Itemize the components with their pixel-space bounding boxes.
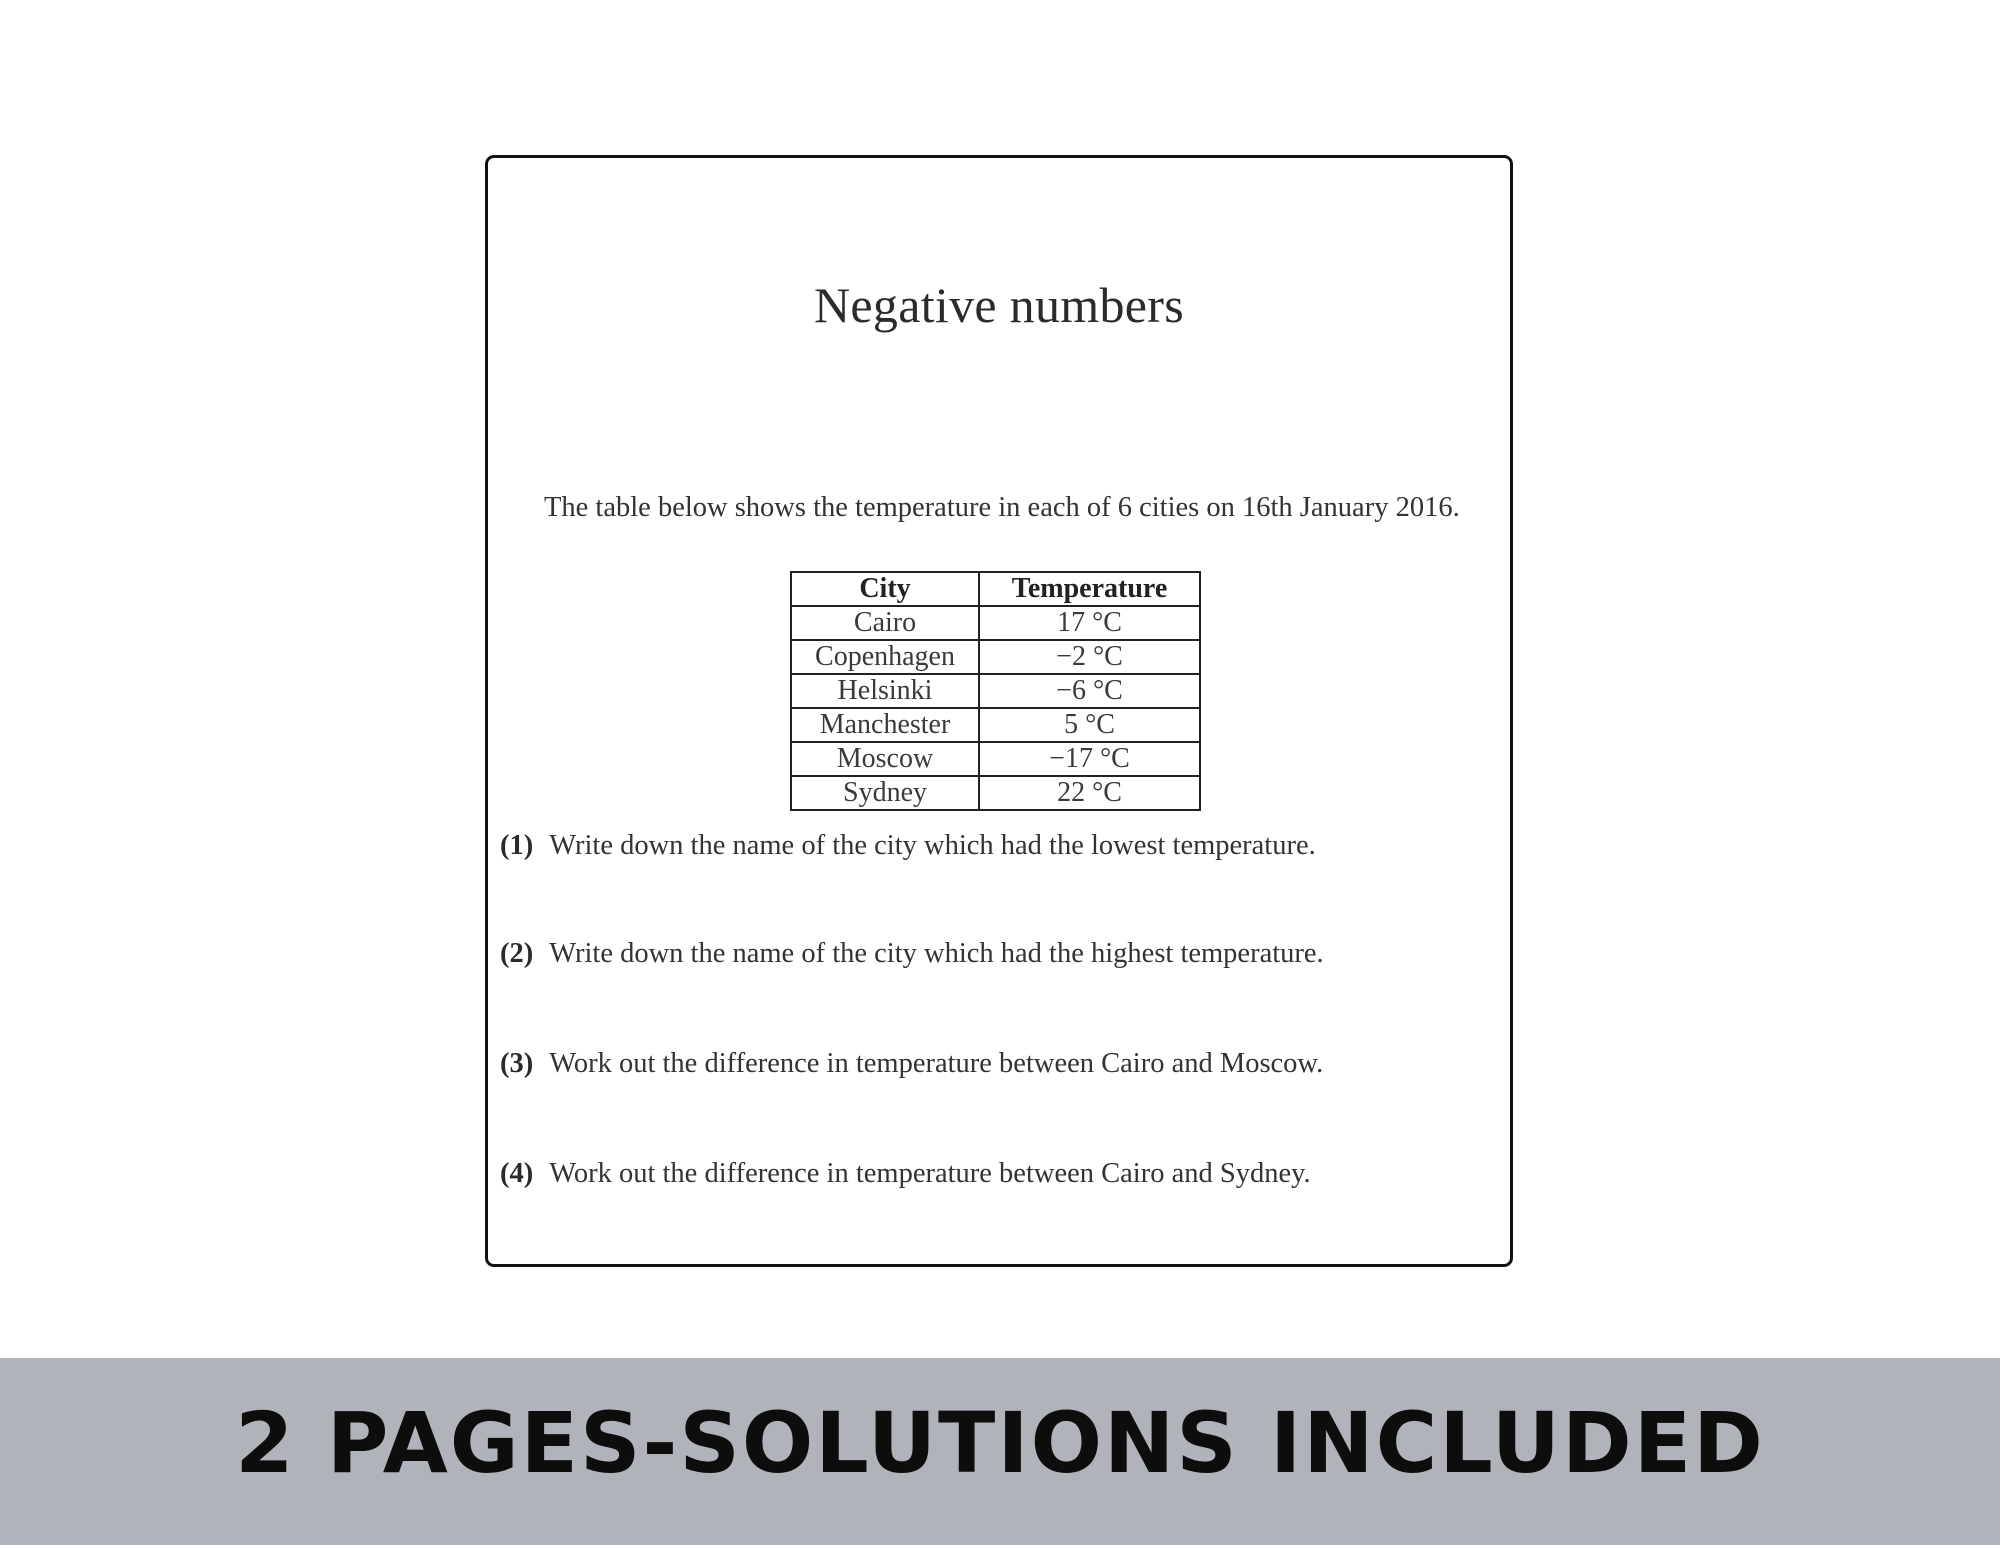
question-text: Work out the difference in temperature between Cairo and Moscow. <box>549 1048 1324 1079</box>
question-number: (3) <box>500 1048 534 1079</box>
temperature-cell: 22 °C <box>979 776 1200 810</box>
question-text: Write down the name of the city which had the lowest temperature. <box>549 830 1316 861</box>
solutions-banner <box>0 1358 2000 1545</box>
city-cell: Cairo <box>791 606 979 640</box>
table-header-row <box>791 572 1200 606</box>
question-2 <box>500 938 1324 970</box>
question-text: Work out the difference in temperature between Cairo and Sydney. <box>549 1158 1311 1189</box>
question-text: Write down the name of the city which had the highest temperature. <box>549 938 1324 969</box>
question-3 <box>500 1048 1323 1080</box>
intro-paragraph: The table below shows the temperature in each of 6 cities on 16th January 2016. <box>544 492 1460 523</box>
question-number: (1) <box>500 830 534 861</box>
column-header-temperature: Temperature <box>979 572 1200 606</box>
table-row <box>791 640 1200 674</box>
question-number: (2) <box>500 938 534 969</box>
table-row <box>791 674 1200 708</box>
table-row <box>791 742 1200 776</box>
temperature-table <box>790 571 1201 811</box>
question-number: (4) <box>500 1158 534 1189</box>
worksheet-preview <box>485 155 1513 1267</box>
temperature-cell: −17 °C <box>979 742 1200 776</box>
temperature-cell: −6 °C <box>979 674 1200 708</box>
city-cell: Helsinki <box>791 674 979 708</box>
temperature-cell: 5 °C <box>979 708 1200 742</box>
banner-text: 2 PAGES-SOLUTIONS INCLUDED <box>235 1394 1765 1492</box>
question-1 <box>500 830 1316 862</box>
city-cell: Copenhagen <box>791 640 979 674</box>
temperature-cell: −2 °C <box>979 640 1200 674</box>
question-4 <box>500 1158 1311 1190</box>
table-row <box>791 708 1200 742</box>
city-cell: Sydney <box>791 776 979 810</box>
city-cell: Moscow <box>791 742 979 776</box>
worksheet-title: Negative numbers <box>814 277 1184 333</box>
column-header-city: City <box>791 572 979 606</box>
temperature-cell: 17 °C <box>979 606 1200 640</box>
table-row <box>791 606 1200 640</box>
city-cell: Manchester <box>791 708 979 742</box>
table-row <box>791 776 1200 810</box>
